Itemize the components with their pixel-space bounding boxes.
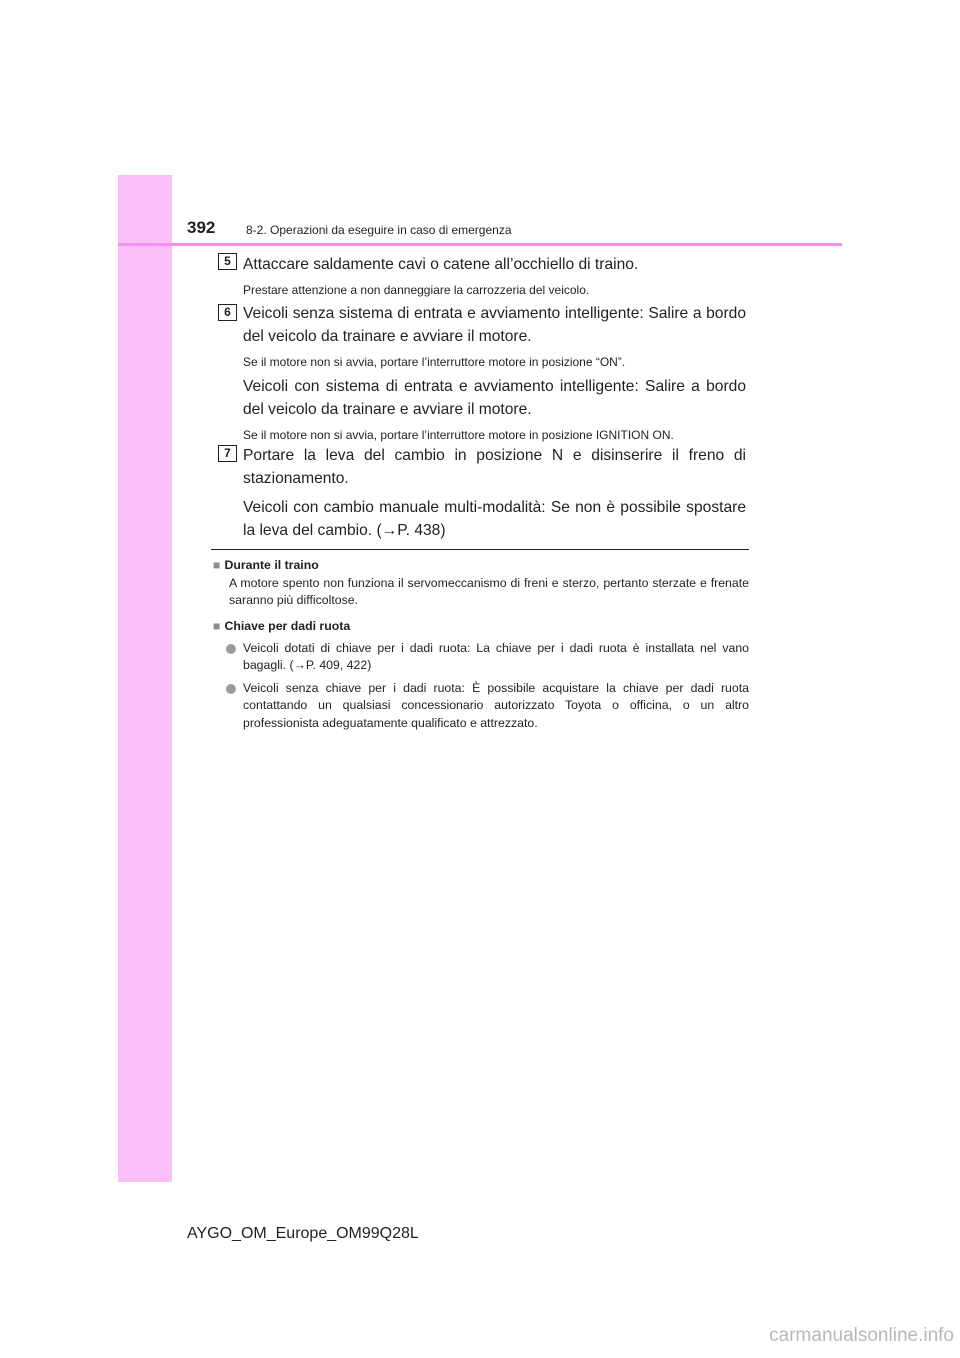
step-6-text: Veicoli senza sistema di entrata e avviamento intelligente: Salire a bordo del veicolo da trainare e avviare il motore. xyxy=(243,305,746,345)
step-6-note: Se il motore non si avvia, portare l’interruttore motore in posizione “ON”. xyxy=(243,355,626,369)
bullet-text: Veicoli senza chiave per i dadi ruota: È possibile acquistare la chiave per dadi ruota contattando un qualsiasi concessionario autorizzato Toyota o officina, o un altro professionista adeguatamente qualificato e attrezzato. xyxy=(243,680,749,730)
step-number-6: 6 xyxy=(218,304,237,321)
list-item xyxy=(213,640,749,675)
step-7-text: Portare la leva del cambio in posizione N e disinserire il freno di stazionamento. xyxy=(243,447,746,487)
step-number-7: 7 xyxy=(218,445,237,462)
info-towing xyxy=(213,557,749,610)
info-towing-body: A motore spento non funziona il servomeccanismo di freni e sterzo, pertanto sterzate e frenate saranno più difficoltose. xyxy=(229,575,749,607)
info-wheel-key xyxy=(213,618,749,732)
info-wheel-key-title: Chiave per dadi ruota xyxy=(224,619,351,633)
watermark: carmanualsonline.info xyxy=(769,1325,954,1346)
info-towing-title: Durante il traino xyxy=(224,558,319,572)
info-towing-heading xyxy=(213,557,749,575)
square-bullet-icon: ■ xyxy=(213,558,221,572)
square-bullet-icon: ■ xyxy=(213,619,221,633)
step-6-note-alt: Se il motore non si avvia, portare l’interruttore motore in posizione IGNITION ON. xyxy=(243,428,674,442)
step-6-text-alt: Veicoli con sistema di entrata e avviamento intelligente: Salire a bordo del veicolo da trainare e avviare il motore. xyxy=(243,378,746,418)
document-code: AYGO_OM_Europe_OM99Q28L xyxy=(187,1225,419,1242)
step-5 xyxy=(243,253,746,298)
step-7-text-alt: Veicoli con cambio manuale multi-modalità: Se non è possibile spostare la leva del cambio. (→P. 438) xyxy=(243,499,746,539)
step-7 xyxy=(243,444,746,542)
section-divider xyxy=(211,549,749,550)
bullet-text: Veicoli dotati di chiave per i dadi ruota: La chiave per i dadi ruota è installata nel vano bagagli. (→P. 409, 422) xyxy=(243,640,749,672)
info-wheel-key-heading xyxy=(213,618,749,636)
list-item xyxy=(213,680,749,733)
circle-bullet-icon xyxy=(226,644,236,654)
step-number-5: 5 xyxy=(218,253,237,270)
step-6 xyxy=(243,302,746,443)
step-5-text: Attaccare saldamente cavi o catene all’occhiello di traino. xyxy=(243,256,639,273)
step-5-note: Prestare attenzione a non danneggiare la carrozzeria del veicolo. xyxy=(243,283,590,297)
side-tab-strip xyxy=(118,175,172,1182)
header-rule xyxy=(118,243,842,246)
section-title: 8-2. Operazioni da eseguire in caso di emergenza xyxy=(246,223,512,237)
page-number: 392 xyxy=(187,218,216,237)
circle-bullet-icon xyxy=(226,684,236,694)
